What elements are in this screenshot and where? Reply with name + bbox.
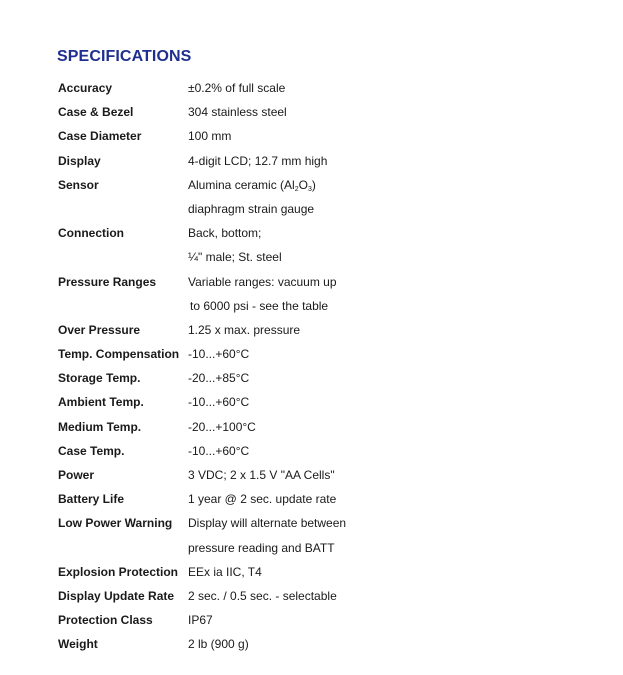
spec-label: Accuracy bbox=[58, 81, 113, 95]
spec-label: Case & Bezel bbox=[58, 105, 134, 120]
spec-value: IP67 bbox=[188, 613, 213, 628]
spec-value-line-1: Display will alternate between bbox=[188, 516, 347, 531]
spec-value bbox=[188, 173, 378, 221]
spec-label: Battery Life bbox=[58, 492, 125, 507]
spec-row-pressure-ranges bbox=[58, 270, 378, 318]
spec-row-case-bezel bbox=[58, 100, 378, 124]
spec-label: Power bbox=[58, 468, 95, 483]
spec-row-case-temp bbox=[58, 439, 378, 463]
spec-value-line-2: diaphragm strain gauge bbox=[188, 201, 315, 216]
spec-label: Weight bbox=[58, 637, 98, 652]
spec-label: Case Temp. bbox=[58, 443, 125, 458]
spec-row-display bbox=[58, 149, 378, 173]
spec-row-protection-class bbox=[58, 608, 378, 632]
spec-label: Medium Temp. bbox=[58, 419, 142, 434]
spec-label: Sensor bbox=[58, 177, 99, 192]
spec-value-line-1: Back, bottom; bbox=[188, 226, 262, 241]
spec-value: 2 sec. / 0.5 sec. - selectable bbox=[188, 589, 337, 603]
spec-value bbox=[188, 270, 378, 318]
spec-value-line-2: ¼" male; St. steel bbox=[188, 250, 282, 265]
spec-row-explosion-protection bbox=[58, 560, 378, 584]
spec-value-line-2: pressure reading and BATT bbox=[188, 540, 335, 555]
spec-label: Over Pressure bbox=[58, 322, 141, 337]
sensor-text-pre: Alumina ceramic (Al bbox=[188, 177, 295, 192]
spec-value: ±0.2% of full scale bbox=[188, 81, 286, 95]
spec-label: Protection Class bbox=[58, 613, 153, 628]
spec-value: -10...+60°C bbox=[188, 443, 250, 458]
spec-label: Display bbox=[58, 153, 101, 168]
spec-label: Display Update Rate bbox=[58, 589, 175, 603]
spec-label: Low Power Warning bbox=[58, 516, 173, 531]
spec-row-low-power-warning bbox=[58, 511, 378, 559]
spec-value: -20...+100°C bbox=[188, 419, 256, 434]
spec-value-line-2: to 6000 psi - see the table bbox=[190, 298, 329, 313]
sensor-subscript-2: 3 bbox=[307, 185, 312, 193]
spec-row-storage-temp bbox=[58, 366, 378, 390]
spec-value: 2 lb (900 g) bbox=[188, 637, 249, 652]
spec-row-power bbox=[58, 463, 378, 487]
spec-value: -20...+85°C bbox=[188, 371, 250, 386]
spec-row-connection bbox=[58, 221, 378, 269]
spec-value-line-1: Variable ranges: vacuum up bbox=[188, 274, 337, 289]
spec-label: Temp. Compensation bbox=[58, 347, 180, 362]
spec-row-display-update-rate bbox=[58, 584, 378, 608]
spec-label: Storage Temp. bbox=[58, 371, 141, 386]
sensor-text-mid: O bbox=[298, 177, 308, 192]
spec-row-over-pressure bbox=[58, 318, 378, 342]
spec-value: 1.25 x max. pressure bbox=[188, 322, 301, 337]
sensor-subscript-1: 2 bbox=[294, 185, 299, 193]
spec-row-medium-temp bbox=[58, 415, 378, 439]
spec-row-temp-compensation bbox=[58, 342, 378, 366]
spec-row-accuracy bbox=[58, 76, 378, 100]
spec-row-ambient-temp bbox=[58, 390, 378, 414]
spec-row-weight bbox=[58, 632, 378, 656]
spec-label: Case Diameter bbox=[58, 129, 142, 144]
spec-label: Pressure Ranges bbox=[58, 274, 157, 289]
spec-label: Explosion Protection bbox=[58, 564, 179, 579]
spec-value: 100 mm bbox=[188, 129, 232, 144]
spec-value: -10...+60°C bbox=[188, 347, 250, 362]
spec-row-sensor bbox=[58, 173, 378, 221]
spec-value: 1 year @ 2 sec. update rate bbox=[188, 492, 337, 507]
spec-value bbox=[188, 221, 378, 269]
spec-value: 304 stainless steel bbox=[188, 105, 287, 120]
spec-value: 3 VDC; 2 x 1.5 V "AA Cells" bbox=[188, 468, 335, 483]
spec-value-line-1 bbox=[188, 173, 378, 197]
specifications-heading: SPECIFICATIONS bbox=[57, 48, 192, 65]
spec-label: Connection bbox=[58, 226, 124, 241]
spec-value: -10...+60°C bbox=[188, 395, 250, 410]
spec-row-battery-life bbox=[58, 487, 378, 511]
spec-value bbox=[188, 511, 378, 559]
spec-label: Ambient Temp. bbox=[58, 395, 144, 410]
spec-value: 4-digit LCD; 12.7 mm high bbox=[188, 153, 328, 168]
spec-table bbox=[58, 76, 378, 657]
spec-row-case-diameter bbox=[58, 124, 378, 148]
spec-value: EEx ia IIC, T4 bbox=[188, 564, 262, 579]
sensor-text-post: ) bbox=[311, 177, 316, 192]
